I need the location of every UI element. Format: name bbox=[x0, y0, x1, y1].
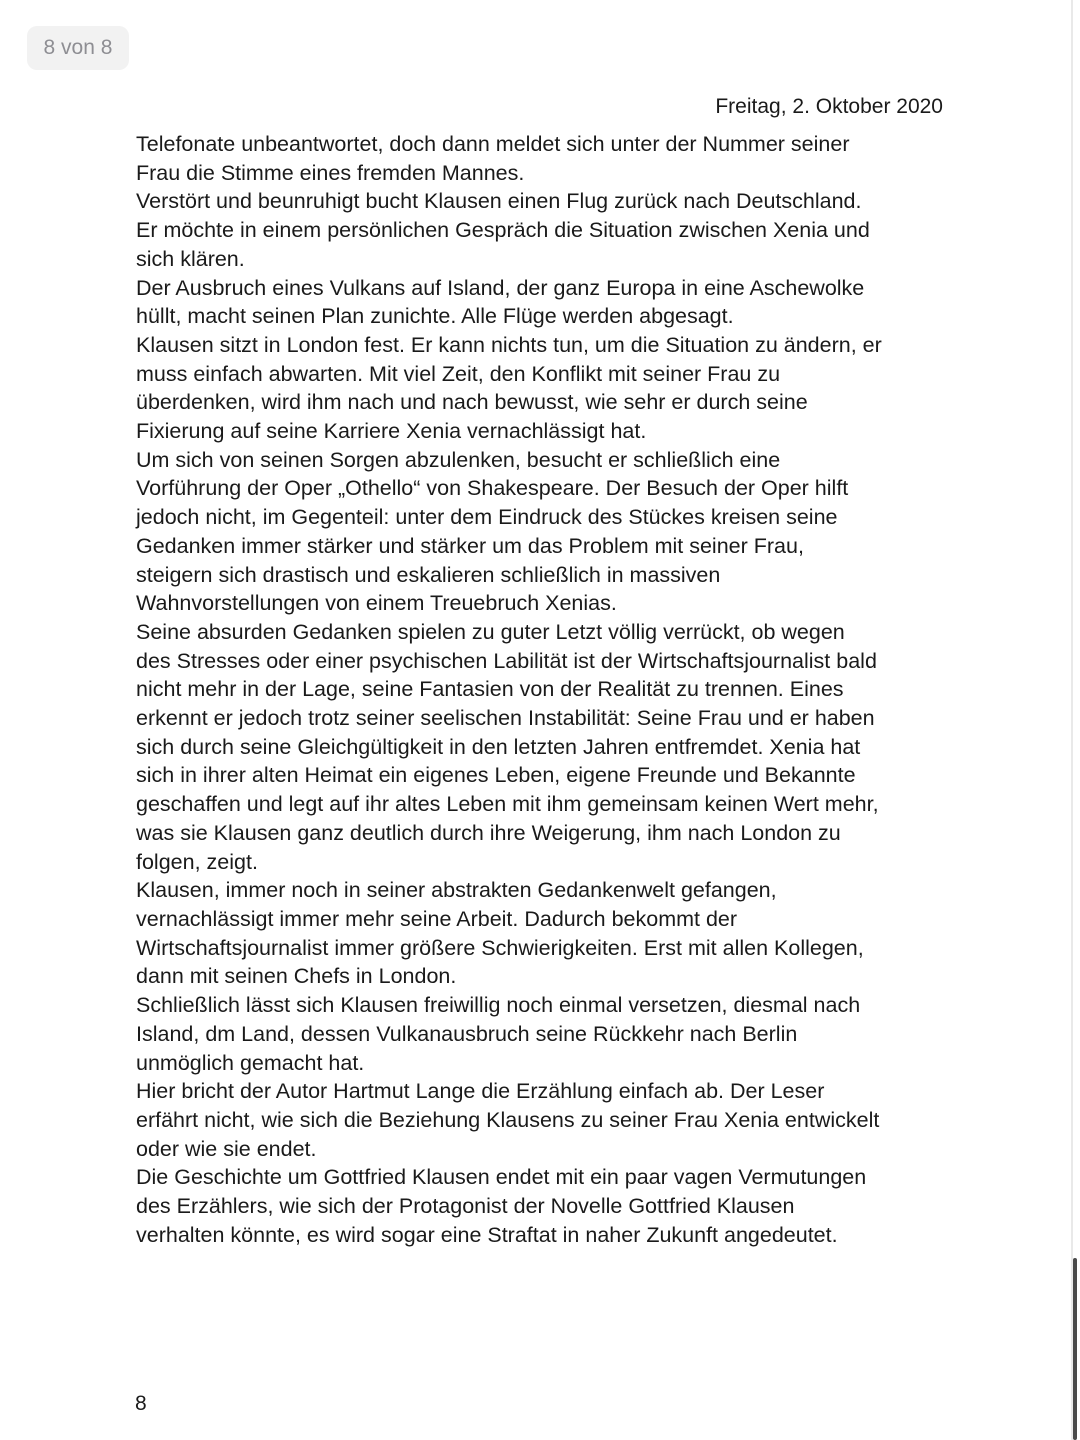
text-line: des Stresses oder einer psychischen Labilität ist der Wirtschaftsjournalist bald bbox=[136, 648, 877, 673]
text-line: sich in ihrer alten Heimat ein eigenes Leben, eigene Freunde und Bekannte bbox=[136, 763, 856, 788]
text-line: Klausen, immer noch in seiner abstrakten Gedankenwelt gefangen, bbox=[136, 878, 777, 903]
text-line: dann mit seinen Chefs in London. bbox=[136, 964, 457, 989]
text-line: Er möchte in einem persönlichen Gespräch die Situation zwischen Xenia und bbox=[136, 218, 870, 243]
scrollbar[interactable] bbox=[1073, 1258, 1077, 1440]
text-line: muss einfach abwarten. Mit viel Zeit, den Konflikt mit seiner Frau zu bbox=[136, 361, 781, 386]
document-body bbox=[136, 130, 966, 1249]
text-line: Wirtschaftsjournalist immer größere Schwierigkeiten. Erst mit allen Kollegen, bbox=[136, 935, 864, 960]
text-line: Vorführung der Oper „Othello“ von Shakespeare. Der Besuch der Oper hilft bbox=[136, 476, 849, 501]
text-line: Seine absurden Gedanken spielen zu guter Letzt völlig verrückt, ob wegen bbox=[136, 619, 845, 644]
document-date: Freitag, 2. Oktober 2020 bbox=[715, 95, 943, 118]
text-line: nicht mehr in der Lage, seine Fantasien von der Realität zu trennen. Eines bbox=[136, 677, 844, 702]
text-line: Island, dm Land, dessen Vulkanausbruch seine Rückkehr nach Berlin bbox=[136, 1021, 798, 1046]
text-line: steigern sich drastisch und eskalieren schließlich in massiven bbox=[136, 562, 721, 587]
text-line: erkennt er jedoch trotz seiner seelischen Instabilität: Seine Frau und er haben bbox=[136, 706, 875, 731]
text-line: des Erzählers, wie sich der Protagonist der Novelle Gottfried Klausen bbox=[136, 1194, 795, 1219]
text-line: Klausen sitzt in London fest. Er kann nichts tun, um die Situation zu ändern, er bbox=[136, 332, 882, 357]
text-line: Hier bricht der Autor Hartmut Lange die Erzählung einfach ab. Der Leser bbox=[136, 1079, 825, 1104]
text-line: vernachlässigt immer mehr seine Arbeit. Dadurch bekommt der bbox=[136, 906, 738, 931]
text-line: Telefonate unbeantwortet, doch dann meldet sich unter der Nummer seiner bbox=[136, 132, 850, 156]
text-line: Gedanken immer stärker und stärker um das Problem mit seiner Frau, bbox=[136, 533, 804, 558]
page-number: 8 bbox=[135, 1392, 147, 1415]
text-line: jedoch nicht, im Gegenteil: unter dem Eindruck des Stückes kreisen seine bbox=[136, 505, 838, 530]
text-line: hüllt, macht seinen Plan zunichte. Alle Flüge werden abgesagt. bbox=[136, 304, 734, 329]
text-line: Verstört und beunruhigt bucht Klausen einen Flug zurück nach Deutschland. bbox=[136, 189, 862, 214]
text-line: oder wie sie endet. bbox=[136, 1136, 317, 1161]
text-line: was sie Klausen ganz deutlich durch ihre Weigerung, ihm nach London zu bbox=[136, 820, 841, 845]
text-line: unmöglich gemacht hat. bbox=[136, 1050, 365, 1075]
text-line: folgen, zeigt. bbox=[136, 849, 258, 874]
text-line: sich durch seine Gleichgültigkeit in den letzten Jahren entfremdet. Xenia hat bbox=[136, 734, 861, 759]
page-indicator: 8 von 8 bbox=[27, 26, 129, 70]
text-line: Schließlich lässt sich Klausen freiwillig noch einmal versetzen, diesmal nach bbox=[136, 993, 861, 1018]
text-line: geschaffen und legt auf ihr altes Leben mit ihm gemeinsam keinen Wert mehr, bbox=[136, 792, 879, 817]
text-line: Wahnvorstellungen von einem Treuebruch Xenias. bbox=[136, 591, 617, 616]
text-line: erfährt nicht, wie sich die Beziehung Klausens zu seiner Frau Xenia entwickelt bbox=[136, 1107, 880, 1132]
text-line: Frau die Stimme eines fremden Mannes. bbox=[136, 160, 525, 185]
text-line: sich klären. bbox=[136, 246, 245, 271]
text-line: verhalten könnte, es wird sogar eine Straftat in naher Zukunft angedeutet. bbox=[136, 1222, 838, 1247]
text-line: Fixierung auf seine Karriere Xenia vernachlässigt hat. bbox=[136, 419, 647, 444]
text-line: Der Ausbruch eines Vulkans auf Island, der ganz Europa in eine Aschewolke bbox=[136, 275, 865, 300]
page-edge bbox=[1071, 0, 1073, 1440]
text-line: überdenken, wird ihm nach und nach bewusst, wie sehr er durch seine bbox=[136, 390, 808, 415]
text-line: Die Geschichte um Gottfried Klausen endet mit ein paar vagen Vermutungen bbox=[136, 1165, 867, 1190]
text-line: Um sich von seinen Sorgen abzulenken, besucht er schließlich eine bbox=[136, 447, 781, 472]
